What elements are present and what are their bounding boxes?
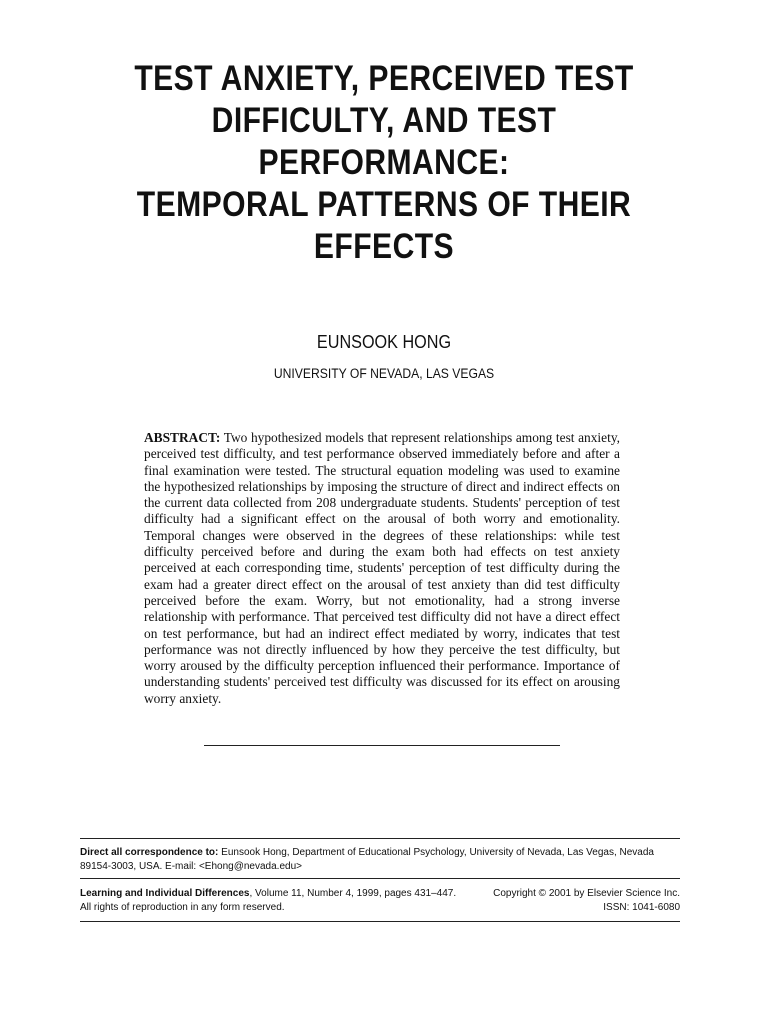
journal-details: , Volume 11, Number 4, 1999, pages 431–447. <box>249 888 457 899</box>
abstract-divider <box>204 745 560 746</box>
journal-info <box>80 887 460 915</box>
abstract-label: ABSTRACT: <box>144 430 221 445</box>
title-line: TEST ANXIETY, PERCEIVED TEST <box>134 59 634 98</box>
abstract <box>144 430 620 707</box>
title-line: PERFORMANCE: <box>258 143 510 182</box>
journal-rights: All rights of reproduction in any form reserved. <box>80 902 285 913</box>
copyright-line: Copyright © 2001 by Elsevier Science Inc. <box>493 888 680 899</box>
footnote-rule-top <box>80 838 680 839</box>
title-line: EFFECTS <box>313 227 455 266</box>
journal-name: Learning and Individual Differences <box>80 888 250 899</box>
issn-line: ISSN: 1041-6080 <box>603 902 680 913</box>
copyright-info <box>420 887 680 915</box>
footnote-rule-bottom <box>80 921 680 922</box>
paper-title <box>105 58 662 268</box>
author-name: EUNSOOK HONG <box>316 332 452 352</box>
title-line: DIFFICULTY, AND TEST <box>211 101 557 140</box>
title-line: TEMPORAL PATTERNS OF THEIR <box>136 185 632 224</box>
correspondence-text: Eunsook Hong, Department of Educational Psychology, University of Nevada, Las Vegas, Nevada 89154-3003, USA. E-mail: <Ehong@nevada.edu> <box>80 847 654 872</box>
footnote-rule-middle <box>80 878 680 879</box>
correspondence-note <box>80 846 680 873</box>
author-affiliation: UNIVERSITY OF NEVADA, LAS VEGAS <box>273 366 495 381</box>
abstract-text: Two hypothesized models that represent relationships among test anxiety, perceived test difficulty, and test performance observed immediately before and after a final examination were tested. The structural equation modeling was used to examine the hypothesized relationships by imposing the structure of direct and indirect effects on the current data collected from 208 undergraduate students. Students' perception of test difficulty had a significant effect on the arousal of both worry and emotionality. Temporal changes were observed in the degrees of these relationships: while test difficulty perceived before and during the exam both had effects on test anxiety perceived at each corresponding time, students' perception of test difficulty during the exam had a greater direct effect on the arousal of test anxiety than did test difficulty perceived before the exam. Worry, but not emotionality, had a strong inverse relationship with performance. That perceived test difficulty did not have a direct effect on test performance, but had an indirect effect mediated by worry, indicates that test performance was not directly influenced by how they perceive the test difficulty, but worry aroused by the difficulty perception influenced their performance. Importance of understanding students' perceived test difficulty was discussed for its effect on arousing worry anxiety. <box>144 430 620 706</box>
correspondence-label: Direct all correspondence to: <box>80 847 219 858</box>
